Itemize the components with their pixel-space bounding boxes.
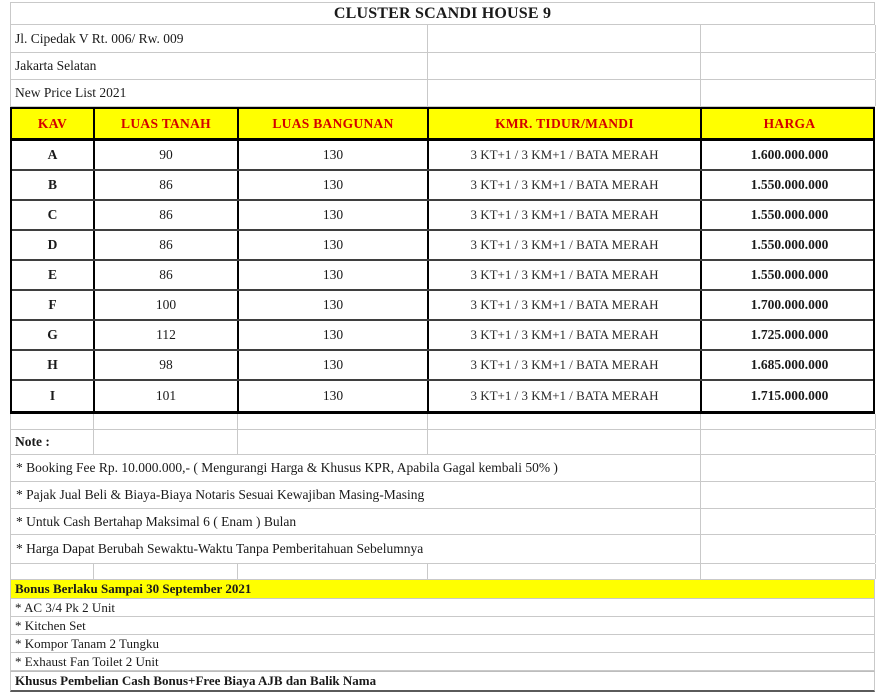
table-row [12, 171, 873, 201]
empty-cell [94, 564, 238, 579]
empty-cell [701, 509, 876, 534]
bonus-item-row [10, 617, 875, 635]
bonus-item-row [10, 635, 875, 653]
empty-cell [238, 414, 428, 429]
bonus-item-text: * AC 3/4 Pk 2 Unit [15, 599, 116, 615]
table-row [12, 231, 873, 261]
harga-cell: 1.685.000.000 [750, 357, 829, 372]
kmr-cell: 3 KT+1 / 3 KM+1 / BATA MERAH [429, 171, 702, 199]
kav-cell: E [12, 261, 95, 289]
empty-cell [11, 564, 94, 579]
kmr-cell: 3 KT+1 / 3 KM+1 / BATA MERAH [429, 321, 702, 349]
empty-cell [94, 430, 238, 454]
empty-cell [701, 80, 876, 106]
empty-cell [94, 414, 238, 429]
kav-cell: A [12, 141, 95, 169]
table-row [12, 381, 873, 411]
table-row [12, 141, 873, 171]
empty-cell [701, 482, 876, 508]
harga-cell: 1.725.000.000 [750, 327, 829, 342]
luas-tanah-cell: 86 [95, 231, 239, 259]
empty-cell [701, 535, 876, 563]
note-text: * Harga Dapat Berubah Sewaktu-Waktu Tanpa Pemberitahuan Sebelumnya [11, 535, 701, 563]
harga-cell: 1.550.000.000 [750, 237, 829, 252]
address-row [10, 53, 875, 80]
empty-cell [701, 53, 876, 79]
luas-bangunan-cell: 130 [239, 291, 429, 319]
luas-tanah-cell: 86 [95, 261, 239, 289]
kmr-cell: 3 KT+1 / 3 KM+1 / BATA MERAH [429, 381, 702, 411]
note-label: Note : [11, 430, 94, 454]
kav-cell: B [12, 171, 95, 199]
empty-cell [428, 430, 701, 454]
luas-tanah-cell: 90 [95, 141, 239, 169]
kav-cell: D [12, 231, 95, 259]
price-table-header-row [12, 109, 873, 141]
kav-cell: I [12, 381, 95, 411]
table-row [12, 321, 873, 351]
harga-cell: 1.550.000.000 [750, 207, 829, 222]
address-line: Jl. Cipedak V Rt. 006/ Rw. 009 [11, 25, 428, 52]
empty-cell [701, 455, 876, 481]
bonus-item-text: * Kitchen Set [15, 617, 86, 633]
luas-tanah-cell: 101 [95, 381, 239, 411]
luas-bangunan-cell: 130 [239, 351, 429, 379]
luas-bangunan-cell: 130 [239, 201, 429, 229]
note-row [10, 455, 875, 482]
harga-cell: 1.715.000.000 [750, 388, 829, 403]
empty-cell [428, 564, 701, 579]
luas-bangunan-cell: 130 [239, 381, 429, 411]
table-row [12, 291, 873, 321]
spacer-row [10, 564, 875, 580]
harga-cell: 1.600.000.000 [750, 147, 829, 162]
empty-cell [428, 25, 701, 52]
kav-cell: C [12, 201, 95, 229]
empty-cell [238, 430, 428, 454]
luas-bangunan-cell: 130 [239, 261, 429, 289]
address-line: Jakarta Selatan [11, 53, 428, 79]
document-title-row [10, 2, 875, 25]
table-row [12, 261, 873, 291]
column-header-harga: HARGA [763, 115, 816, 131]
note-row [10, 509, 875, 535]
column-header-kmr: KMR. TIDUR/MANDI [429, 109, 702, 138]
bonus-item-text: * Exhaust Fan Toilet 2 Unit [15, 653, 159, 669]
kmr-cell: 3 KT+1 / 3 KM+1 / BATA MERAH [429, 201, 702, 229]
empty-cell [701, 430, 876, 454]
luas-tanah-cell: 98 [95, 351, 239, 379]
price-table [10, 107, 875, 414]
note-text: * Untuk Cash Bertahap Maksimal 6 ( Enam ) Bulan [11, 509, 701, 534]
empty-cell [701, 564, 876, 579]
luas-tanah-cell: 112 [95, 321, 239, 349]
empty-cell [238, 564, 428, 579]
note-label-row [10, 430, 875, 455]
kav-cell: G [12, 321, 95, 349]
luas-bangunan-cell: 130 [239, 321, 429, 349]
column-header-luas-tanah: LUAS TANAH [95, 109, 239, 138]
luas-bangunan-cell: 130 [239, 171, 429, 199]
note-text: * Booking Fee Rp. 10.000.000,- ( Mengurangi Harga & Khusus KPR, Apabila Gagal kembali 50% ) [11, 455, 701, 481]
bonus-footer-row [10, 671, 875, 692]
luas-bangunan-cell: 130 [239, 141, 429, 169]
kmr-cell: 3 KT+1 / 3 KM+1 / BATA MERAH [429, 351, 702, 379]
kmr-cell: 3 KT+1 / 3 KM+1 / BATA MERAH [429, 141, 702, 169]
luas-tanah-cell: 100 [95, 291, 239, 319]
empty-cell [701, 25, 876, 52]
bonus-footer-text: Khusus Pembelian Cash Bonus+Free Biaya AJB dan Balik Nama [15, 673, 377, 688]
page-title: CLUSTER SCANDI HOUSE 9 [333, 4, 552, 22]
kmr-cell: 3 KT+1 / 3 KM+1 / BATA MERAH [429, 291, 702, 319]
empty-cell [428, 53, 701, 79]
table-row [12, 201, 873, 231]
empty-cell [428, 80, 701, 106]
table-row [12, 351, 873, 381]
column-header-luas-bangunan: LUAS BANGUNAN [239, 109, 429, 138]
column-header-kav: KAV [12, 109, 95, 138]
luas-tanah-cell: 86 [95, 171, 239, 199]
kav-cell: F [12, 291, 95, 319]
address-row [10, 80, 875, 107]
harga-cell: 1.550.000.000 [750, 267, 829, 282]
bonus-item-row [10, 653, 875, 671]
bonus-header-text: Bonus Berlaku Sampai 30 September 2021 [15, 581, 252, 596]
empty-cell [428, 414, 701, 429]
luas-tanah-cell: 86 [95, 201, 239, 229]
note-row [10, 482, 875, 509]
harga-cell: 1.550.000.000 [750, 177, 829, 192]
harga-cell: 1.700.000.000 [750, 297, 829, 312]
kmr-cell: 3 KT+1 / 3 KM+1 / BATA MERAH [429, 261, 702, 289]
kmr-cell: 3 KT+1 / 3 KM+1 / BATA MERAH [429, 231, 702, 259]
note-row [10, 535, 875, 564]
address-row [10, 25, 875, 53]
empty-cell [11, 414, 94, 429]
luas-bangunan-cell: 130 [239, 231, 429, 259]
bonus-item-text: * Kompor Tanam 2 Tungku [15, 635, 160, 651]
kav-cell: H [12, 351, 95, 379]
spacer-row [10, 414, 875, 430]
bonus-item-row [10, 599, 875, 617]
note-text: * Pajak Jual Beli & Biaya-Biaya Notaris Sesuai Kewajiban Masing-Masing [11, 482, 701, 508]
empty-cell [701, 414, 876, 429]
address-line: New Price List 2021 [11, 80, 428, 106]
bonus-header-row [10, 580, 875, 599]
